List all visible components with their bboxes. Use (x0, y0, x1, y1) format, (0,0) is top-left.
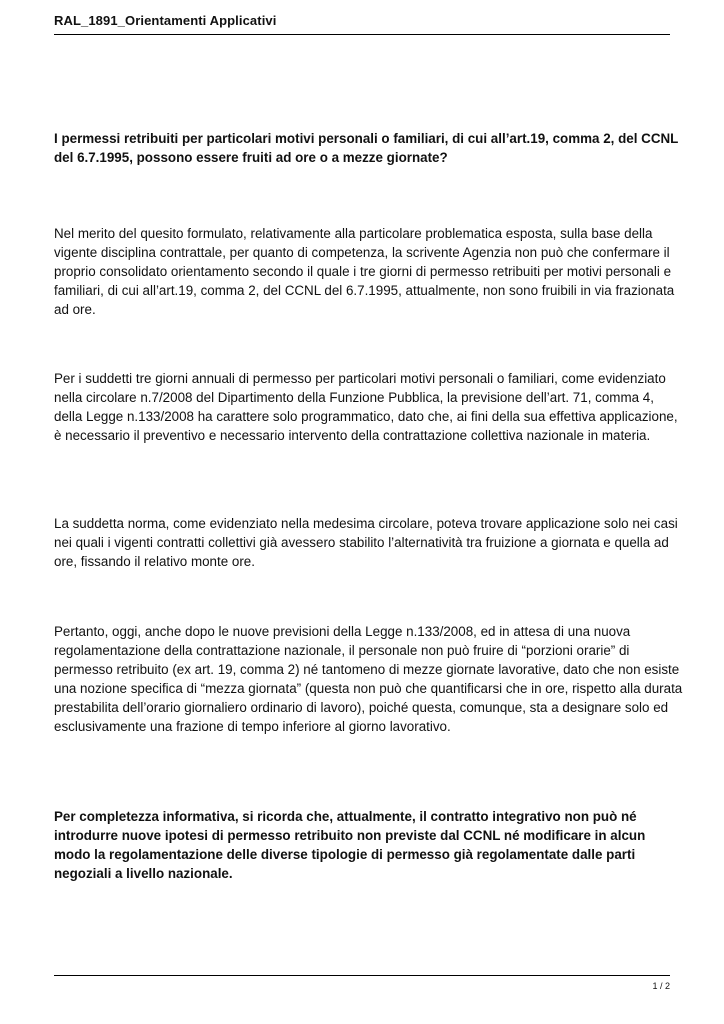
answer-paragraph-1: Nel merito del quesito formulato, relativamente alla particolare problematica esposta, sulla base della vigente disciplina contrattale, per quanto di competenza, la scrivente Agenzia non può che confermare il proprio consolidato orientamento secondo il quale i tre giorni di permesso retribuiti per motivi personali e familiari, di cui all’art.19, comma 2, del CCNL del 6.7.1995, attualmente, non sono fruibili in via frazionata ad ore. (54, 226, 675, 317)
answer-paragraph-4: Pertanto, oggi, anche dopo le nuove previsioni della Legge n.133/2008, ed in attesa di una nuova regolamentazione della contrattazione nazionale, il personale non può fruire di “porzioni orarie” di permesso retribuito (ex art. 19, comma 2) né tantomeno di mezze giornate lavorative, dato che non esiste una nozione specifica di “mezza giornata” (questa non può che quantificarsi che in ore, rispetto alla durata prestabilita dell’orario giornaliero ordinario di lavoro), poiché questa, comunque, sta a designare solo ed esclusivamente una frazione di tempo inferiore al giorno lavorativo. (54, 624, 683, 734)
document-title: RAL_1891_Orientamenti Applicativi (54, 13, 277, 28)
answer-paragraph-2: Per i suddetti tre giorni annuali di permesso per particolari motivi personali o familiari, come evidenziato nella circolare n.7/2008 del Dipartimento della Funzione Pubblica, la previsione dell’art. 71, comma 4, della Legge n.133/2008 ha carattere solo programmatico, dato che, ai fini della sua effettiva applicazione, è necessario il preventivo e necessario intervento della contrattazione collettiva nazionale in materia. (54, 371, 678, 443)
question-paragraph: I permessi retribuiti per particolari motivi personali o familiari, di cui all’art.19, comma 2, del CCNL del 6.7.1995, possono essere fruiti ad ore o a mezze giornate? (54, 131, 679, 165)
page-number: 1 / 2 (652, 981, 670, 991)
page-header (54, 12, 670, 30)
footer-divider (54, 975, 670, 976)
answer-paragraph-3: La suddetta norma, come evidenziato nella medesima circolare, poteva trovare applicazione solo nei casi nei quali i vigenti contratti collettivi già avessero stabilito l’alternatività tra fruizione a giornata e quella ad ore, fissando il relativo monte ore. (54, 516, 678, 569)
header-divider (54, 34, 670, 35)
closing-paragraph: Per completezza informativa, si ricorda che, attualmente, il contratto integrativo non può né introdurre nuove ipotesi di permesso retribuito non previste dal CCNL né modificare in alcun modo la regolamentazione delle diverse tipologie di permesso già regolamentate dalle parti negoziali a livello nazionale. (54, 809, 646, 881)
